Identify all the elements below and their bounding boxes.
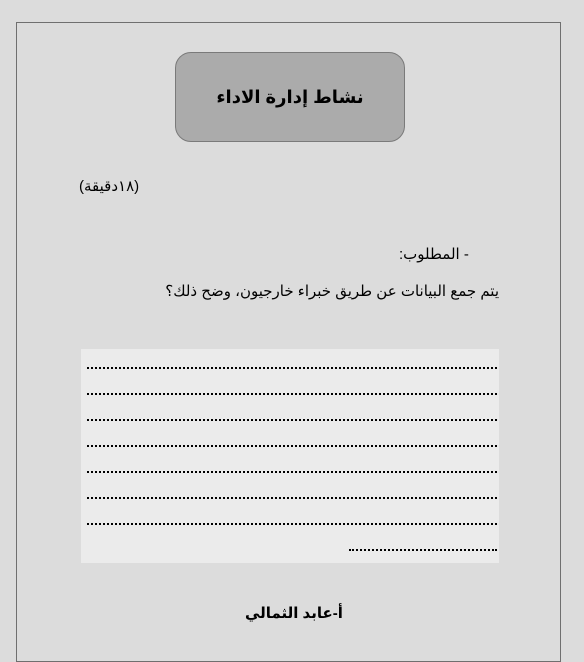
answer-line[interactable] — [87, 357, 497, 369]
answer-line[interactable] — [87, 435, 497, 447]
required-label: - المطلوب: — [399, 246, 469, 263]
answer-line-short[interactable] — [349, 539, 497, 551]
answer-line[interactable] — [87, 513, 497, 525]
duration-label: (١٨دقيقة) — [79, 178, 140, 195]
page-title: نشاط إدارة الاداء — [216, 86, 364, 107]
answer-line[interactable] — [87, 461, 497, 473]
answer-line[interactable] — [87, 409, 497, 421]
answer-line[interactable] — [87, 383, 497, 395]
answer-area[interactable] — [81, 349, 499, 563]
worksheet-page — [16, 22, 561, 662]
answer-line[interactable] — [87, 487, 497, 499]
author-name: أ-عابد الثمالي — [245, 605, 343, 622]
question-text: يتم جمع البيانات عن طريق خبراء خارجيون، وضح ذلك؟ — [165, 283, 499, 300]
title-box — [175, 52, 405, 142]
